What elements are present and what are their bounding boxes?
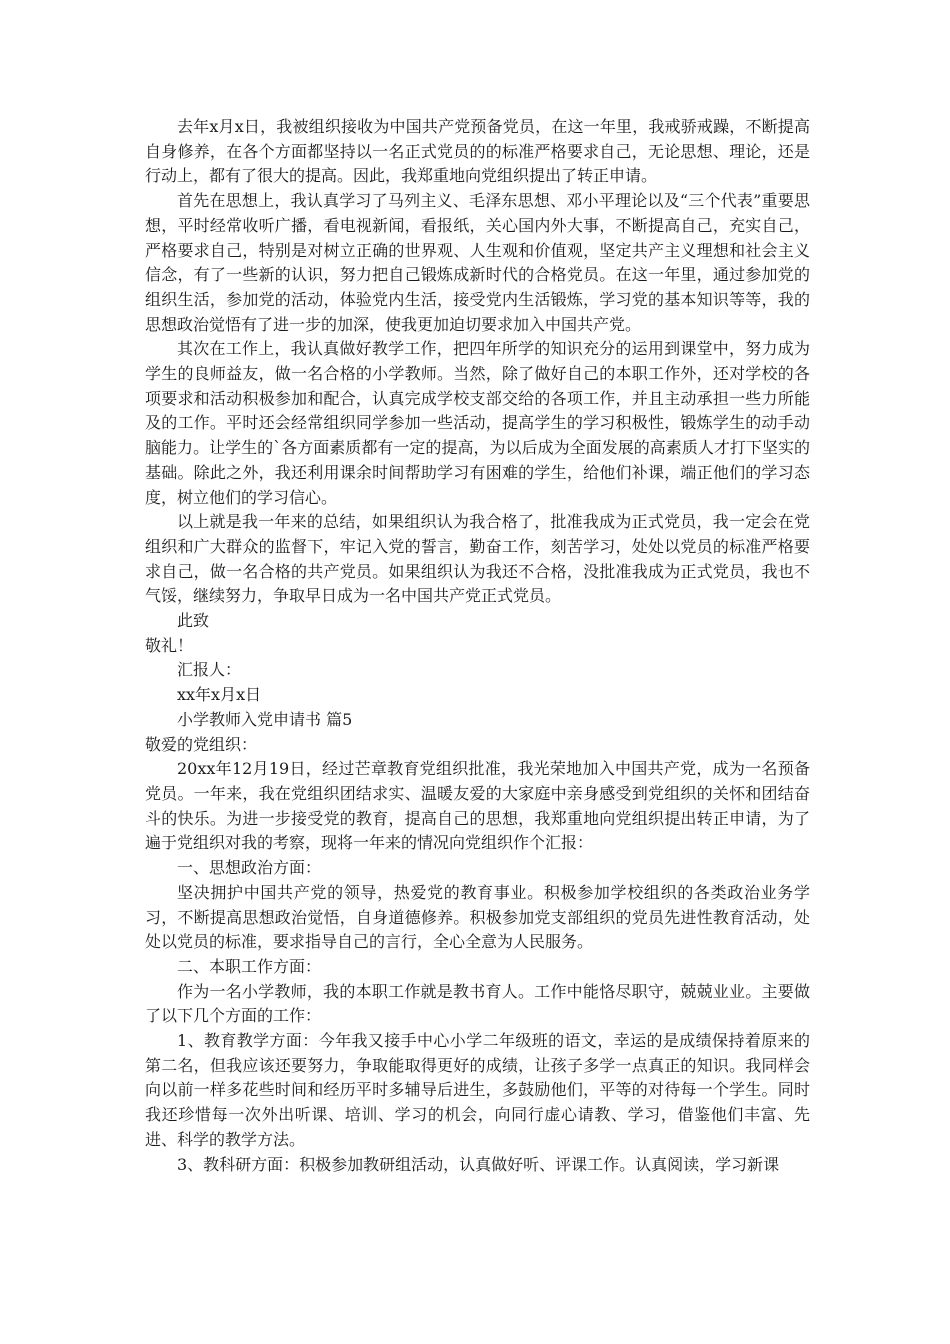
- paragraph-duty: 作为一名小学教师，我的本职工作就是教书育人。工作中能恪尽职守，兢兢业业。主要做了以下几个方面的工作：: [145, 981, 810, 1026]
- heading-duty: 二、本职工作方面：: [177, 956, 322, 976]
- paragraph-work: 其次在工作上，我认真做好教学工作，把四年所学的知识充分的运用到课堂中，努力成为学生的良师益友，做一名合格的小学教师。当然，除了做好自己的本职工作外，还对学校的各项要求和活动积极参加和配合，认真完成学校支部交给的各项工作，并且主动承担一些力所能及的工作。平时还会经常组织同学参加一些活动，提高学生的学习积极性，锻炼学生的动手动脑能力。让学生的`各方面素质都有一定的提高，为以后成为全面发展的高素质人才打下坚实的基础。除此之外，我还利用课余时间帮助学习有困难的学生，给他们补课，端正他们的学习态度，树立他们的学习信心。: [145, 339, 810, 507]
- signature-date: xx年x月x日: [177, 685, 262, 705]
- salutation: 敬爱的党组织：: [145, 734, 258, 754]
- paragraph-teaching: 1、教育教学方面：今年我又接手中心小学二年级班的语文，幸运的是成绩保持着原来的第二名，但我应该还要努力，争取能取得更好的成绩，让孩子多学一点真正的知识。我同样会向以前一样多花些时间和经历平时多辅导后进生，多鼓励他们，平等的对待每一个学生。同时我还珍惜每一次外出听课、培训、学习的机会，向同行虚心请教、学习，借鉴他们丰富、先进、科学的教学方法。: [145, 1031, 810, 1149]
- document-page: [145, 115, 810, 1177]
- paragraph-join: 20xx年12月19日，经过芒章教育党组织批准，我光荣地加入中国共产党，成为一名预备党员。一年来，我在党组织团结求实、温暖友爱的大家庭中亲身感受到党组织的关怀和团结奋斗的快乐。为进一步接受党的教育，提高自己的思想，我郑重地向党组织提出转正申请，为了遍于党组织对我的考察，现将一年来的情况向党组织作个汇报：: [145, 759, 810, 853]
- paragraph-political: 坚决拥护中国共产党的领导，热爱党的教育事业。积极参加学校组织的各类政治业务学习，不断提高思想政治觉悟，自身道德修养。积极参加党支部组织的党员先进性教育活动，处处以党员的标准，要求指导自己的言行，全心全意为人民服务。: [145, 882, 810, 952]
- paragraph-summary: 以上就是我一年来的总结，如果组织认为我合格了，批准我成为正式党员，我一定会在党组织和广大群众的监督下，牢记入党的誓言，勤奋工作，刻苦学习，处处以党员的标准严格要求自己，做一名合格的共产党员。如果组织认为我还不合格，没批准我成为正式党员，我也不气馁，继续努力，争取早日成为一名中国共产党正式党员。: [145, 512, 810, 606]
- signature-reporter: 汇报人：: [177, 660, 242, 680]
- paragraph-intro: 去年x月x日，我被组织接收为中国共产党预备党员，在这一年里，我戒骄戒躁，不断提高自身修养，在各个方面都坚持以一名正式党员的的标准严格要求自己，无论思想、理论，还是行动上，都有了很大的提高。因此，我郑重地向党组织提出了转正申请。: [145, 117, 810, 186]
- closing-jingli: 敬礼！: [145, 635, 194, 655]
- paragraph-research: 3、教科研方面：积极参加教研组活动，认真做好听、评课工作。认真阅读，学习新课: [177, 1154, 780, 1174]
- heading-political: 一、思想政治方面：: [177, 858, 322, 878]
- paragraph-thought: 首先在思想上，我认真学习了马列主义、毛泽东思想、邓小平理论以及“三个代表”重要思想，平时经常收听广播，看电视新闻，看报纸，关心国内外大事，不断提高自己，充实自己，严格要求自己，特别是对树立正确的世界观、人生观和价值观，坚定共产主义理想和社会主义信念，有了一些新的认识，努力把自己锻炼成新时代的合格党员。在这一年里，通过参加党的组织生活，参加党的活动，体验党内生活，接受党内生活锻炼，学习党的基本知识等等，我的思想政治觉悟有了进一步的加深，使我更加迫切要求加入中国共产党。: [145, 191, 810, 334]
- section-title: 小学教师入党申请书 篇5: [177, 709, 353, 729]
- closing-cizhi: 此致: [177, 611, 210, 631]
